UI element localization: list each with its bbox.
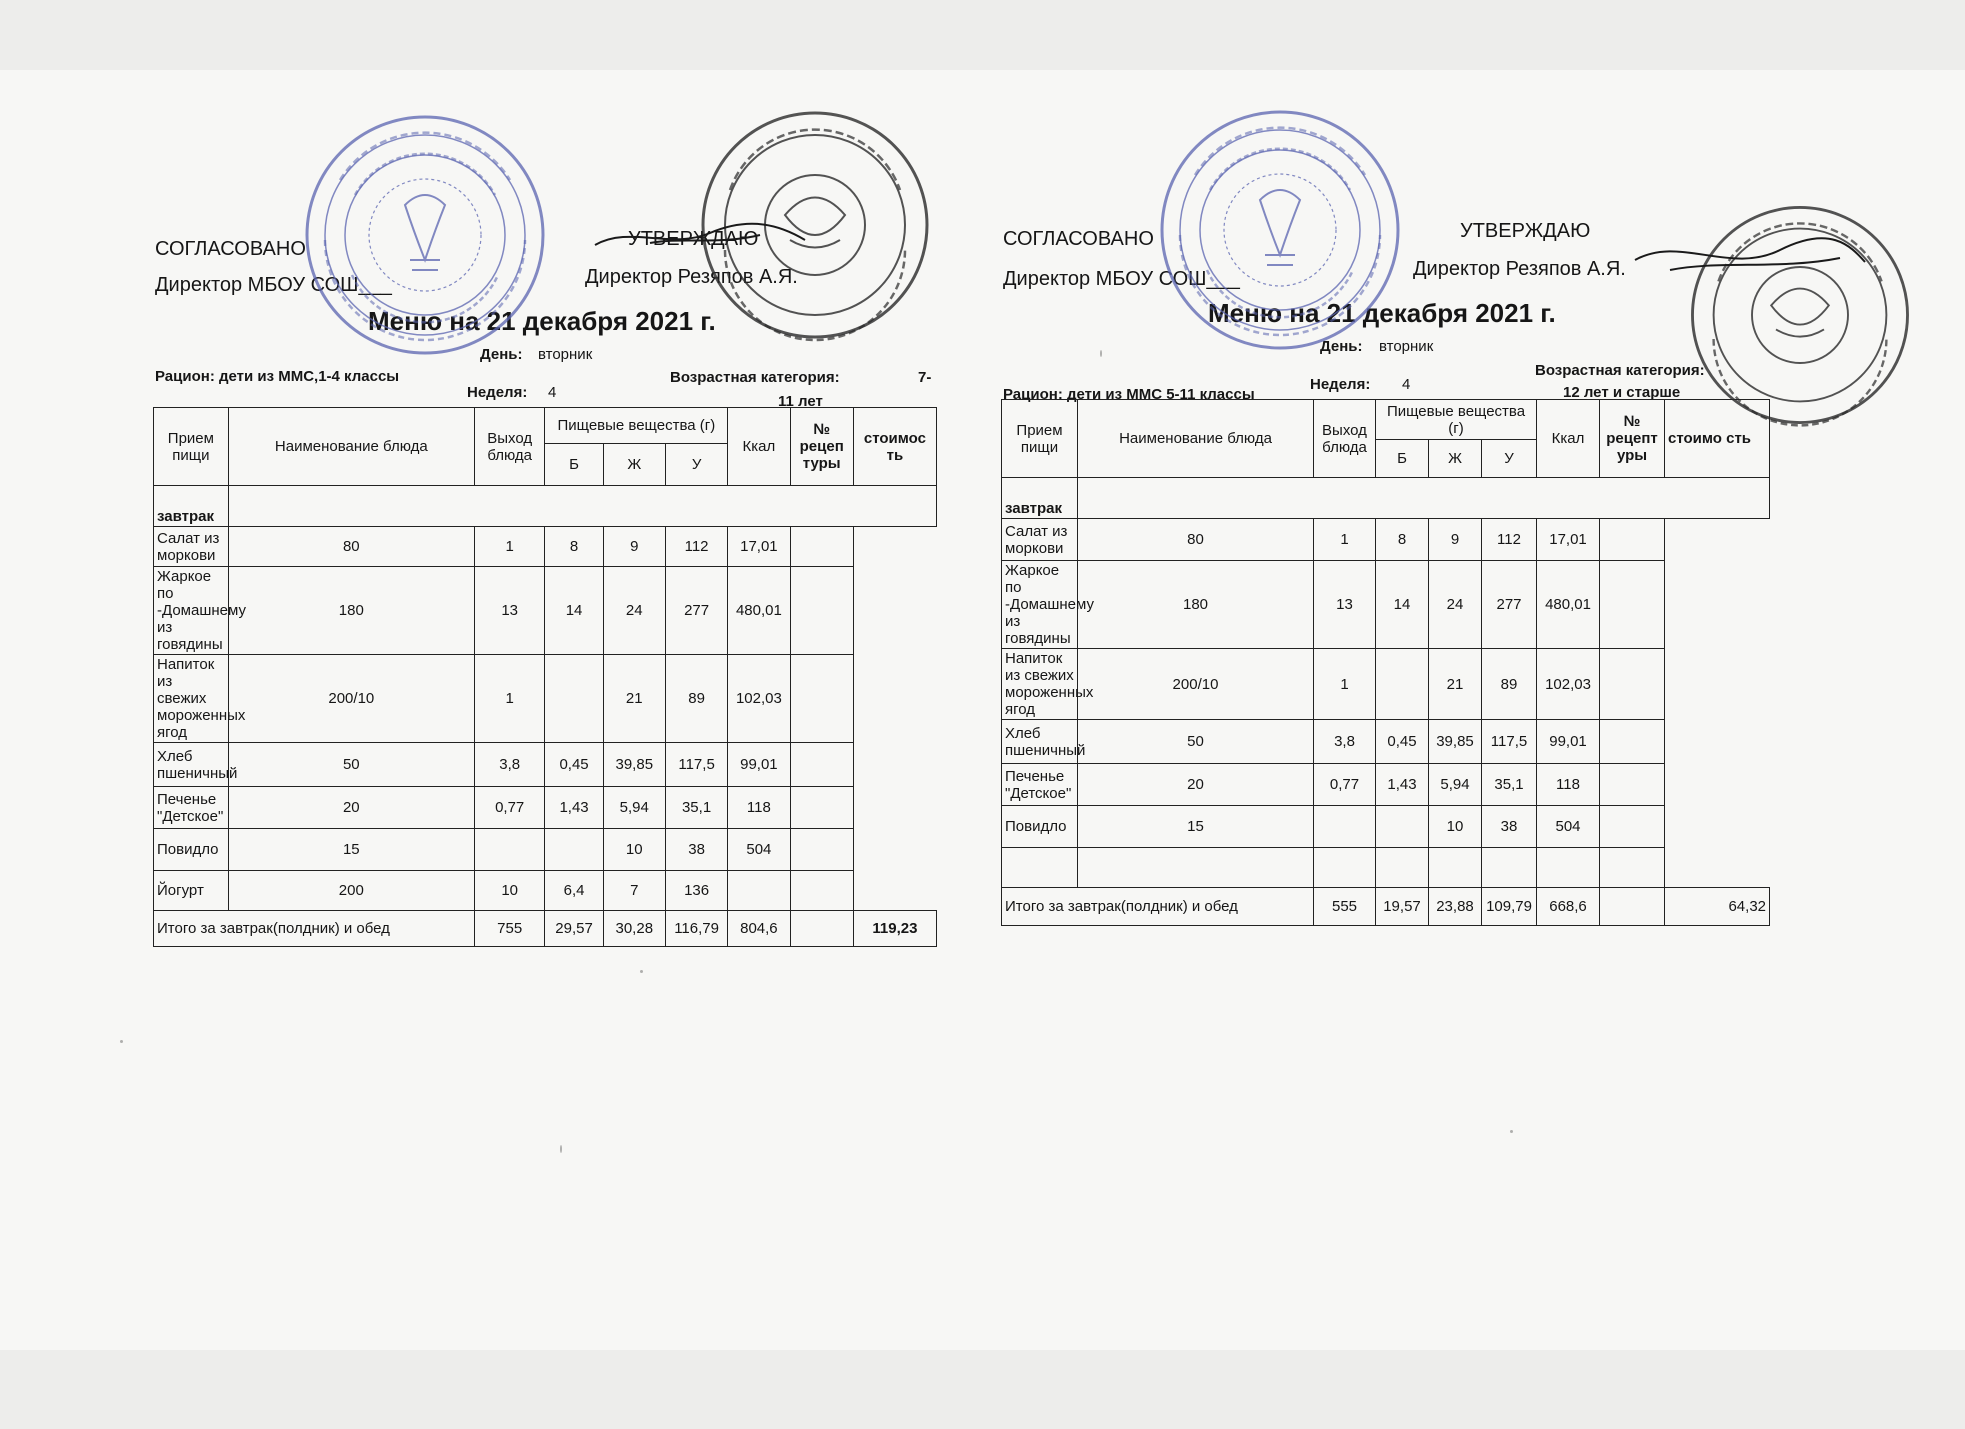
header-kcal: Ккал bbox=[728, 408, 790, 486]
dish-fat: 0,45 bbox=[545, 743, 603, 787]
age-value-b: 11 лет bbox=[778, 393, 823, 410]
week-label: Неделя: bbox=[1310, 376, 1371, 393]
header-recipe: № рецепт уры bbox=[1600, 400, 1665, 478]
dish-fat: 0,45 bbox=[1376, 720, 1429, 764]
dish-output: 20 bbox=[228, 787, 474, 829]
total-carbs: 109,79 bbox=[1482, 888, 1537, 926]
header-fat: Ж bbox=[603, 444, 665, 486]
dish-name: Жаркое по -Домашнему из говядины bbox=[154, 567, 229, 655]
header-cost: стоимо сть bbox=[1665, 400, 1770, 478]
dish-output: 15 bbox=[228, 829, 474, 871]
ration-label: Рацион: дети из ММС,1-4 классы bbox=[155, 368, 400, 385]
confirm-label: УТВЕРЖДАЮ bbox=[628, 228, 759, 250]
dish-kcal: 277 bbox=[1482, 561, 1537, 649]
dish-carbs: 7 bbox=[603, 871, 665, 911]
dish-output: 180 bbox=[1078, 561, 1314, 649]
dish-fat: 6,4 bbox=[545, 871, 603, 911]
total-fat: 23,88 bbox=[1429, 888, 1482, 926]
table-row bbox=[1002, 720, 1770, 764]
dish-protein: 0,77 bbox=[1314, 764, 1376, 806]
dish-kcal: 117,5 bbox=[665, 743, 727, 787]
dish-name: Салат из моркови bbox=[154, 527, 229, 567]
header-nutrients: Пищевые вещества (г) bbox=[545, 408, 728, 444]
dish-fat: 8 bbox=[1376, 519, 1429, 561]
total-row bbox=[1002, 888, 1770, 926]
meal-spacer-row bbox=[1078, 478, 1770, 519]
dish-recipe: 504 bbox=[728, 829, 790, 871]
header-dish-name: Наименование блюда bbox=[228, 408, 474, 486]
dish-name: Повидло bbox=[1002, 806, 1078, 848]
dish-fat: 14 bbox=[545, 567, 603, 655]
dish-cost bbox=[1600, 720, 1665, 764]
signature-right bbox=[1630, 230, 1870, 290]
header-recipe: № рецеп туры bbox=[790, 408, 853, 486]
age-value-a: 7- bbox=[918, 369, 932, 386]
total-output: 755 bbox=[474, 911, 545, 947]
dish-output: 200 bbox=[228, 871, 474, 911]
dish-output bbox=[1078, 848, 1314, 888]
dish-output: 20 bbox=[1078, 764, 1314, 806]
dish-kcal: 38 bbox=[1482, 806, 1537, 848]
dish-name: Печенье "Детское" bbox=[1002, 764, 1078, 806]
total-kcal: 668,6 bbox=[1537, 888, 1600, 926]
dish-kcal: 89 bbox=[665, 655, 727, 743]
dish-name bbox=[1002, 848, 1078, 888]
dish-fat: 8 bbox=[545, 527, 603, 567]
dish-name: Жаркое по -Домашнему из говядины bbox=[1002, 561, 1078, 649]
dish-carbs: 39,85 bbox=[1429, 720, 1482, 764]
dish-protein: 1 bbox=[474, 655, 545, 743]
approved-by: Директор МБОУ СОШ___ bbox=[155, 274, 392, 296]
total-kcal: 804,6 bbox=[728, 911, 790, 947]
total-fat: 30,28 bbox=[603, 911, 665, 947]
dish-carbs: 5,94 bbox=[1429, 764, 1482, 806]
total-cost: 64,32 bbox=[1665, 888, 1770, 926]
dish-protein: 1 bbox=[474, 527, 545, 567]
dish-recipe: 118 bbox=[728, 787, 790, 829]
header-nutrients: Пищевые вещества (г) bbox=[1376, 400, 1537, 440]
dish-protein: 3,8 bbox=[1314, 720, 1376, 764]
approved-by: Директор МБОУ СОШ___ bbox=[1003, 268, 1240, 290]
header-output: Выход блюда bbox=[1314, 400, 1376, 478]
approved-label: СОГЛАСОВАНО bbox=[1003, 228, 1154, 250]
scan-speck bbox=[560, 1145, 562, 1153]
dish-name: Напиток из свежих мороженных ягод bbox=[1002, 649, 1078, 720]
total-output: 555 bbox=[1314, 888, 1376, 926]
signature-left bbox=[590, 215, 810, 265]
day-value: вторник bbox=[1379, 338, 1434, 355]
dish-recipe: 118 bbox=[1537, 764, 1600, 806]
total-recipe bbox=[790, 911, 853, 947]
table-row bbox=[1002, 649, 1770, 720]
dish-kcal: 112 bbox=[665, 527, 727, 567]
dish-carbs: 5,94 bbox=[603, 787, 665, 829]
dish-kcal: 35,1 bbox=[1482, 764, 1537, 806]
dish-cost bbox=[1600, 561, 1665, 649]
dish-cost bbox=[1600, 764, 1665, 806]
dish-recipe: 102,03 bbox=[728, 655, 790, 743]
total-label: Итого за завтрак(полдник) и обед bbox=[1002, 888, 1314, 926]
total-carbs: 116,79 bbox=[665, 911, 727, 947]
dish-output: 180 bbox=[228, 567, 474, 655]
total-recipe bbox=[1600, 888, 1665, 926]
dish-recipe: 17,01 bbox=[1537, 519, 1600, 561]
table-row bbox=[1002, 806, 1770, 848]
header-carbs: У bbox=[665, 444, 727, 486]
dish-output: 200/10 bbox=[1078, 649, 1314, 720]
age-value: 12 лет и старше bbox=[1563, 384, 1681, 401]
day-label: День: bbox=[1320, 338, 1363, 355]
round-seal-left bbox=[300, 110, 550, 360]
dish-fat bbox=[1376, 649, 1429, 720]
dish-protein: 3,8 bbox=[474, 743, 545, 787]
dish-fat: 14 bbox=[1376, 561, 1429, 649]
dish-name: Напиток из свежих мороженных ягод bbox=[154, 655, 229, 743]
scan-speck bbox=[1510, 1130, 1513, 1133]
menu-table-right bbox=[1001, 399, 1770, 926]
scan-band-bottom bbox=[0, 1350, 1965, 1429]
dish-recipe: 99,01 bbox=[728, 743, 790, 787]
total-cost: 119,23 bbox=[853, 911, 936, 947]
dish-recipe: 17,01 bbox=[728, 527, 790, 567]
dish-name: Повидло bbox=[154, 829, 229, 871]
day-value: вторник bbox=[538, 346, 593, 363]
dish-recipe: 480,01 bbox=[1537, 561, 1600, 649]
dish-carbs: 24 bbox=[603, 567, 665, 655]
dish-name: Хлеб пшеничный bbox=[154, 743, 229, 787]
dish-carbs: 21 bbox=[603, 655, 665, 743]
dish-protein bbox=[1314, 848, 1376, 888]
meal-cell: завтрак bbox=[154, 486, 229, 527]
header-carbs: У bbox=[1482, 440, 1537, 478]
dish-kcal: 89 bbox=[1482, 649, 1537, 720]
header-protein: Б bbox=[1376, 440, 1429, 478]
dish-name: Хлеб пшеничный bbox=[1002, 720, 1078, 764]
dish-name: Салат из моркови bbox=[1002, 519, 1078, 561]
dish-kcal: 112 bbox=[1482, 519, 1537, 561]
menu-title: Меню на 21 декабря 2021 г. bbox=[1208, 298, 1556, 328]
dish-protein: 1 bbox=[1314, 649, 1376, 720]
dish-output: 80 bbox=[228, 527, 474, 567]
dish-protein: 13 bbox=[474, 567, 545, 655]
dish-carbs: 9 bbox=[1429, 519, 1482, 561]
dish-recipe: 99,01 bbox=[1537, 720, 1600, 764]
table-row bbox=[1002, 848, 1770, 888]
week-value: 4 bbox=[1402, 376, 1411, 393]
dish-output: 80 bbox=[1078, 519, 1314, 561]
header-meal: Прием пищи bbox=[1002, 400, 1078, 478]
dish-cost bbox=[1600, 848, 1665, 888]
dish-protein: 10 bbox=[474, 871, 545, 911]
total-row bbox=[154, 911, 937, 947]
dish-kcal: 38 bbox=[665, 829, 727, 871]
dish-carbs: 10 bbox=[1429, 806, 1482, 848]
dish-kcal bbox=[1482, 848, 1537, 888]
scan-speck bbox=[120, 1040, 123, 1043]
table-row bbox=[1002, 519, 1770, 561]
dish-protein: 13 bbox=[1314, 561, 1376, 649]
dish-output: 200/10 bbox=[228, 655, 474, 743]
dish-cost bbox=[1600, 649, 1665, 720]
dish-recipe: 480,01 bbox=[728, 567, 790, 655]
dish-kcal: 277 bbox=[665, 567, 727, 655]
dish-cost bbox=[1600, 519, 1665, 561]
dish-name: Печенье "Детское" bbox=[154, 787, 229, 829]
dish-fat bbox=[1376, 848, 1429, 888]
dish-carbs: 39,85 bbox=[603, 743, 665, 787]
header-output: Выход блюда bbox=[474, 408, 545, 486]
menu-title: Меню на 21 декабря 2021 г. bbox=[368, 306, 716, 336]
dish-kcal: 35,1 bbox=[665, 787, 727, 829]
dish-protein bbox=[1314, 806, 1376, 848]
dish-cost bbox=[1600, 806, 1665, 848]
dish-carbs: 24 bbox=[1429, 561, 1482, 649]
dish-carbs bbox=[1429, 848, 1482, 888]
meal-cell: завтрак bbox=[1002, 478, 1078, 519]
dish-carbs: 21 bbox=[1429, 649, 1482, 720]
dish-output: 15 bbox=[1078, 806, 1314, 848]
dish-carbs: 9 bbox=[603, 527, 665, 567]
dish-output: 50 bbox=[1078, 720, 1314, 764]
approved-label: СОГЛАСОВАНО bbox=[155, 238, 306, 260]
dish-carbs: 10 bbox=[603, 829, 665, 871]
dish-recipe: 102,03 bbox=[1537, 649, 1600, 720]
dish-kcal: 136 bbox=[665, 871, 727, 911]
week-label: Неделя: bbox=[467, 384, 528, 401]
dish-name: Йогурт bbox=[154, 871, 229, 911]
dish-fat: 1,43 bbox=[1376, 764, 1429, 806]
day-label: День: bbox=[480, 346, 523, 363]
scan-speck bbox=[640, 970, 643, 973]
header-dish-name: Наименование блюда bbox=[1078, 400, 1314, 478]
dish-fat: 1,43 bbox=[545, 787, 603, 829]
dish-protein: 0,77 bbox=[474, 787, 545, 829]
dish-protein: 1 bbox=[1314, 519, 1376, 561]
header-meal: Прием пищи bbox=[154, 408, 229, 486]
confirm-label: УТВЕРЖДАЮ bbox=[1460, 220, 1591, 242]
table-row bbox=[1002, 561, 1770, 649]
header-cost: стоимос ть bbox=[853, 408, 936, 486]
confirm-by: Директор Резяпов А.Я. bbox=[585, 266, 798, 288]
total-protein: 19,57 bbox=[1376, 888, 1429, 926]
total-label: Итого за завтрак(полдник) и обед bbox=[154, 911, 475, 947]
week-value: 4 bbox=[548, 384, 557, 401]
dish-output: 50 bbox=[228, 743, 474, 787]
age-label: Возрастная категория: bbox=[1535, 362, 1705, 379]
header-protein: Б bbox=[545, 444, 603, 486]
round-seal-right bbox=[1155, 105, 1405, 355]
ration-label: Рацион: дети из ММС 5-11 классы bbox=[1003, 386, 1255, 403]
dish-fat bbox=[1376, 806, 1429, 848]
dish-recipe: 504 bbox=[1537, 806, 1600, 848]
age-label: Возрастная категория: bbox=[670, 369, 840, 386]
header-fat: Ж bbox=[1429, 440, 1482, 478]
confirm-by: Директор Резяпов А.Я. bbox=[1413, 258, 1626, 280]
dish-recipe bbox=[1537, 848, 1600, 888]
table-row bbox=[1002, 764, 1770, 806]
total-protein: 29,57 bbox=[545, 911, 603, 947]
dish-kcal: 117,5 bbox=[1482, 720, 1537, 764]
header-kcal: Ккал bbox=[1537, 400, 1600, 478]
